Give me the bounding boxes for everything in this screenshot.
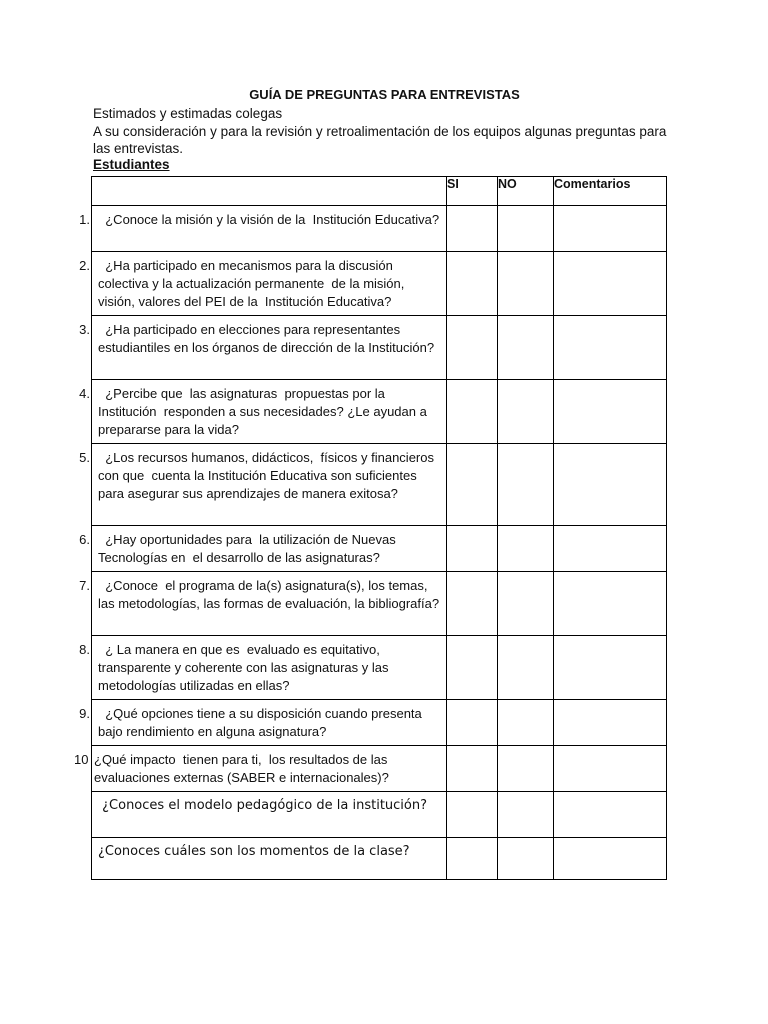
table-header-row [92, 177, 667, 206]
si-cell[interactable] [447, 572, 498, 636]
no-cell[interactable] [498, 838, 554, 880]
comments-cell[interactable] [554, 444, 667, 526]
si-cell[interactable] [447, 792, 498, 838]
no-cell[interactable] [498, 746, 554, 792]
table-row [92, 444, 667, 526]
greeting: Estimados y estimadas colegas [93, 106, 283, 121]
question-number: 4. [79, 386, 90, 401]
si-column-header: SI [447, 177, 498, 206]
question-text: ¿Los recursos humanos, didácticos, físicos y financieros con que cuenta la Institución Educativa son suficientes para asegurar sus aprendizajes de manera exitosa? [98, 450, 438, 501]
no-cell[interactable] [498, 380, 554, 444]
question-number: 1. [79, 212, 90, 227]
si-cell[interactable] [447, 380, 498, 444]
comments-column-header: Comentarios [554, 177, 667, 206]
comments-cell[interactable] [554, 792, 667, 838]
table-row [92, 206, 667, 252]
intro-paragraph: A su consideración y para la revisión y retroalimentación de los equipos algunas preguntas para las entrevistas. [93, 124, 667, 156]
si-cell[interactable] [447, 206, 498, 252]
table-row [92, 572, 667, 636]
section-heading: Estudiantes [93, 157, 170, 172]
no-cell[interactable] [498, 526, 554, 572]
table-row [92, 252, 667, 316]
question-text: ¿Qué impacto tienen para ti, los resultados de las evaluaciones externas (SABER e internacionales)? [94, 752, 392, 785]
question-column-header [92, 177, 447, 206]
question-text: ¿Hay oportunidades para la utilización de Nuevas Tecnologías en el desarrollo de las asignaturas? [98, 532, 400, 565]
question-number: 8. [79, 642, 90, 657]
comments-cell[interactable] [554, 206, 667, 252]
table-row [92, 526, 667, 572]
comments-cell[interactable] [554, 380, 667, 444]
question-text: ¿Conoce el programa de la(s) asignatura(s), los temas, las metodologías, las formas de evaluación, la bibliografía? [98, 578, 440, 611]
comments-cell[interactable] [554, 746, 667, 792]
comments-cell[interactable] [554, 316, 667, 380]
survey-table [74, 176, 667, 880]
no-column-header: NO [498, 177, 554, 206]
question-text: ¿Conoces el modelo pedagógico de la institución? [98, 798, 428, 813]
table-row [92, 636, 667, 700]
comments-cell[interactable] [554, 838, 667, 880]
si-cell[interactable] [447, 746, 498, 792]
no-cell[interactable] [498, 444, 554, 526]
question-text: ¿Conoces cuáles son los momentos de la clase? [98, 844, 410, 859]
no-cell[interactable] [498, 206, 554, 252]
no-cell[interactable] [498, 316, 554, 380]
no-cell[interactable] [498, 572, 554, 636]
question-number: 6. [79, 532, 90, 547]
si-cell[interactable] [447, 252, 498, 316]
table-row [92, 838, 667, 880]
si-cell[interactable] [447, 838, 498, 880]
question-text: ¿ La manera en que es evaluado es equitativo, transparente y coherente con las asignaturas y las metodologías utilizadas en ellas? [98, 642, 393, 693]
table-row [92, 380, 667, 444]
si-cell[interactable] [447, 316, 498, 380]
document-title: GUÍA DE PREGUNTAS PARA ENTREVISTAS [249, 87, 520, 102]
table-row [92, 746, 667, 792]
question-number: 10 [74, 752, 89, 767]
question-text: ¿Conoce la misión y la visión de la Institución Educativa? [98, 212, 440, 227]
si-cell[interactable] [447, 636, 498, 700]
question-number: 7. [79, 578, 90, 593]
question-text: ¿Percibe que las asignaturas propuestas por la Institución responden a sus necesidades? ¿Le ayudan a prepararse para la vida? [98, 386, 431, 437]
question-number: 3. [79, 322, 90, 337]
no-cell[interactable] [498, 700, 554, 746]
comments-cell[interactable] [554, 700, 667, 746]
question-text: ¿Qué opciones tiene a su disposición cuando presenta bajo rendimiento en alguna asignatura? [98, 706, 430, 739]
question-number: 9. [79, 706, 90, 721]
table-row [92, 316, 667, 380]
question-number: 5. [79, 450, 90, 465]
question-text: ¿Ha participado en elecciones para representantes estudiantiles en los órganos de dirección de la Institución? [98, 322, 435, 355]
si-cell[interactable] [447, 700, 498, 746]
table-row [92, 792, 667, 838]
question-text: ¿Ha participado en mecanismos para la discusión colectiva y la actualización permanente de la misión, visión, valores del PEI de la Institución Educativa? [98, 258, 409, 309]
table-row [92, 700, 667, 746]
comments-cell[interactable] [554, 252, 667, 316]
no-cell[interactable] [498, 792, 554, 838]
si-cell[interactable] [447, 526, 498, 572]
comments-cell[interactable] [554, 572, 667, 636]
comments-cell[interactable] [554, 636, 667, 700]
no-cell[interactable] [498, 252, 554, 316]
no-cell[interactable] [498, 636, 554, 700]
comments-cell[interactable] [554, 526, 667, 572]
question-number: 2. [79, 258, 90, 273]
si-cell[interactable] [447, 444, 498, 526]
